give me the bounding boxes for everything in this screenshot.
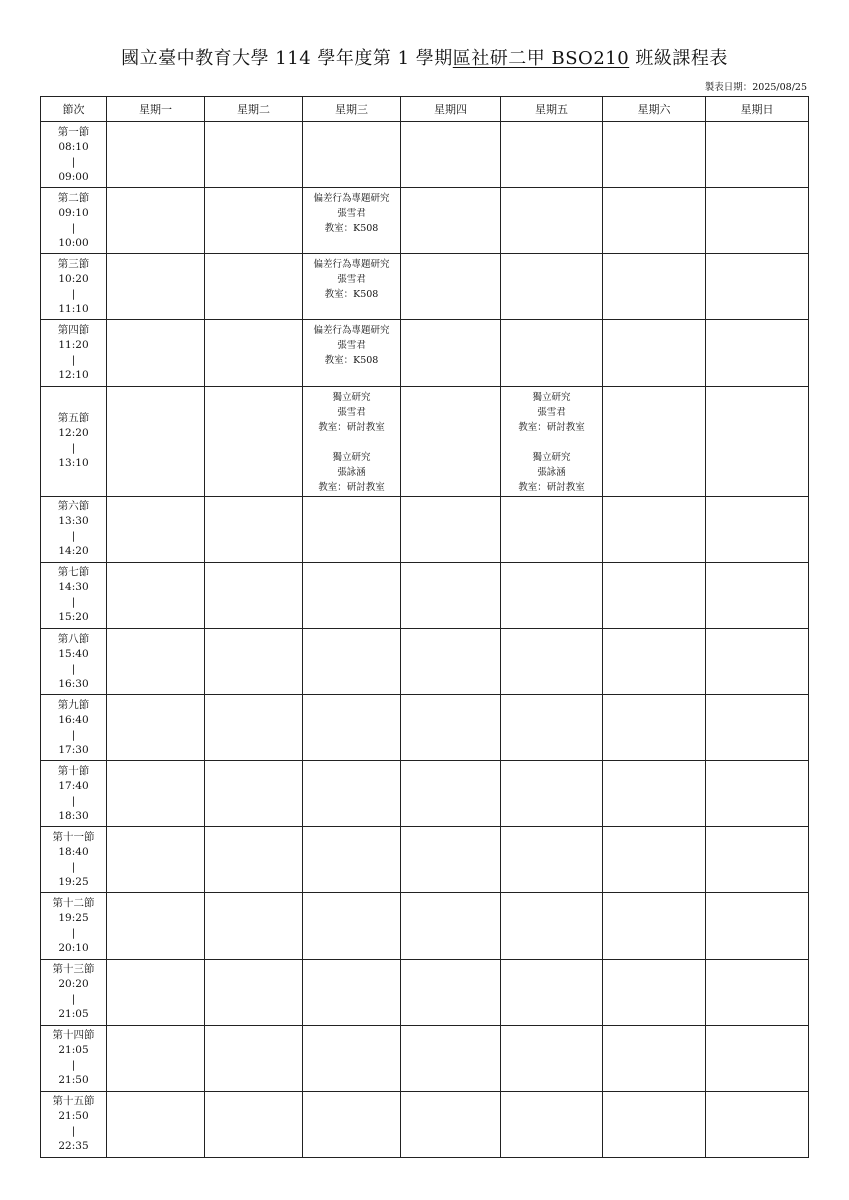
period-end: 20:10 xyxy=(58,942,89,955)
schedule-cell-tuesday xyxy=(205,761,303,827)
period-name: 第九節 xyxy=(57,698,90,711)
col-header-wednesday: 星期三 xyxy=(303,97,401,122)
schedule-cell-saturday xyxy=(603,893,706,959)
schedule-cell-monday xyxy=(107,122,205,188)
period-name: 第十節 xyxy=(57,764,90,777)
schedule-cell-saturday xyxy=(603,320,706,386)
schedule-cell-tuesday xyxy=(205,893,303,959)
schedule-cell-friday xyxy=(501,761,603,827)
period-name: 第八節 xyxy=(57,632,90,645)
period-cell xyxy=(41,1025,107,1091)
period-cell xyxy=(41,893,107,959)
schedule-cell-thursday xyxy=(401,761,501,827)
period-sep: | xyxy=(71,442,76,455)
schedule-cell-wednesday xyxy=(303,496,401,562)
schedule-cell-wednesday xyxy=(303,386,401,496)
schedule-cell-sunday xyxy=(706,1091,809,1157)
schedule-cell-friday xyxy=(501,827,603,893)
schedule-cell-wednesday xyxy=(303,1091,401,1157)
schedule-cell-wednesday xyxy=(303,320,401,386)
schedule-cell-wednesday xyxy=(303,628,401,694)
table-row xyxy=(41,761,809,827)
schedule-cell-thursday xyxy=(401,959,501,1025)
period-start: 14:30 xyxy=(58,581,89,594)
schedule-cell-saturday xyxy=(603,188,706,254)
period-sep: | xyxy=(71,530,76,543)
schedule-cell-tuesday xyxy=(205,695,303,761)
schedule-cell-tuesday xyxy=(205,496,303,562)
schedule-cell-sunday xyxy=(706,188,809,254)
period-end: 14:20 xyxy=(58,545,89,558)
schedule-cell-tuesday xyxy=(205,386,303,496)
schedule-cell-monday xyxy=(107,1025,205,1091)
schedule-cell-thursday xyxy=(401,320,501,386)
col-header-period: 節次 xyxy=(41,97,107,122)
schedule-cell-tuesday xyxy=(205,562,303,628)
period-start: 15:40 xyxy=(58,647,89,660)
period-start: 08:10 xyxy=(58,140,89,153)
period-cell xyxy=(41,959,107,1025)
course-entry[interactable] xyxy=(501,390,602,435)
schedule-cell-tuesday xyxy=(205,1091,303,1157)
schedule-cell-sunday xyxy=(706,562,809,628)
schedule-cell-wednesday xyxy=(303,695,401,761)
schedule-cell-monday xyxy=(107,827,205,893)
period-cell xyxy=(41,320,107,386)
schedule-cell-thursday xyxy=(401,188,501,254)
schedule-cell-monday xyxy=(107,496,205,562)
schedule-cell-thursday xyxy=(401,1025,501,1091)
period-cell xyxy=(41,122,107,188)
schedule-cell-thursday xyxy=(401,893,501,959)
period-start: 21:50 xyxy=(58,1110,89,1123)
course-room: 教室：K508 xyxy=(324,223,379,235)
table-row xyxy=(41,188,809,254)
timetable xyxy=(40,96,809,1158)
period-cell xyxy=(41,761,107,827)
period-cell xyxy=(41,562,107,628)
schedule-cell-saturday xyxy=(603,386,706,496)
course-teacher: 張詠涵 xyxy=(537,466,566,478)
schedule-cell-tuesday xyxy=(205,320,303,386)
period-end: 18:30 xyxy=(58,809,89,822)
schedule-cell-thursday xyxy=(401,496,501,562)
course-name: 偏差行為專題研究 xyxy=(313,259,390,271)
period-sep: | xyxy=(71,596,76,609)
schedule-cell-saturday xyxy=(603,695,706,761)
schedule-cell-tuesday xyxy=(205,254,303,320)
schedule-cell-monday xyxy=(107,695,205,761)
period-start: 10:20 xyxy=(58,272,89,285)
schedule-cell-saturday xyxy=(603,1091,706,1157)
period-name: 第十二節 xyxy=(52,897,95,910)
title-class-code: 區社研二甲 BSO210 xyxy=(452,48,630,69)
schedule-cell-wednesday xyxy=(303,188,401,254)
period-end: 10:00 xyxy=(58,236,89,249)
course-room: 教室：研討教室 xyxy=(518,481,585,493)
schedule-cell-monday xyxy=(107,254,205,320)
schedule-cell-sunday xyxy=(706,959,809,1025)
course-teacher: 張雪君 xyxy=(337,274,366,286)
course-entry[interactable] xyxy=(303,323,400,368)
table-row xyxy=(41,496,809,562)
period-start: 21:05 xyxy=(58,1044,89,1057)
period-sep: | xyxy=(71,794,76,807)
period-end: 21:50 xyxy=(58,1074,89,1087)
schedule-cell-friday xyxy=(501,1025,603,1091)
period-sep: | xyxy=(71,1125,76,1138)
course-name: 獨立研究 xyxy=(332,451,371,463)
schedule-cell-tuesday xyxy=(205,1025,303,1091)
schedule-cell-tuesday xyxy=(205,628,303,694)
schedule-cell-monday xyxy=(107,562,205,628)
schedule-cell-wednesday xyxy=(303,254,401,320)
table-row xyxy=(41,1091,809,1157)
period-sep: | xyxy=(71,1059,76,1072)
period-name: 第十三節 xyxy=(52,963,95,976)
table-row xyxy=(41,254,809,320)
period-end: 15:20 xyxy=(58,611,89,624)
col-header-thursday: 星期四 xyxy=(401,97,501,122)
col-header-tuesday: 星期二 xyxy=(205,97,303,122)
course-name: 獨立研究 xyxy=(532,451,571,463)
schedule-cell-saturday xyxy=(603,562,706,628)
schedule-cell-sunday xyxy=(706,386,809,496)
schedule-cell-tuesday xyxy=(205,827,303,893)
course-teacher: 張雪君 xyxy=(337,340,366,352)
course-entry[interactable] xyxy=(303,191,400,236)
period-name: 第四節 xyxy=(57,323,90,336)
schedule-cell-saturday xyxy=(603,496,706,562)
col-header-saturday: 星期六 xyxy=(603,97,706,122)
schedule-cell-monday xyxy=(107,628,205,694)
course-room: 教室：研討教室 xyxy=(318,481,385,493)
period-start: 16:40 xyxy=(58,713,89,726)
period-name: 第二節 xyxy=(57,191,90,204)
schedule-cell-friday xyxy=(501,959,603,1025)
schedule-cell-sunday xyxy=(706,628,809,694)
period-start: 12:20 xyxy=(58,427,89,440)
table-row xyxy=(41,320,809,386)
schedule-cell-wednesday xyxy=(303,959,401,1025)
schedule-cell-thursday xyxy=(401,1091,501,1157)
schedule-cell-thursday xyxy=(401,254,501,320)
course-name: 偏差行為專題研究 xyxy=(313,193,390,205)
table-row xyxy=(41,628,809,694)
course-entry[interactable] xyxy=(303,257,400,302)
period-sep: | xyxy=(71,221,76,234)
schedule-cell-friday xyxy=(501,254,603,320)
schedule-cell-friday xyxy=(501,122,603,188)
schedule-cell-saturday xyxy=(603,959,706,1025)
period-sep: | xyxy=(71,287,76,300)
period-cell xyxy=(41,254,107,320)
course-teacher: 張詠涵 xyxy=(337,466,366,478)
schedule-cell-sunday xyxy=(706,827,809,893)
schedule-cell-sunday xyxy=(706,320,809,386)
period-name: 第一節 xyxy=(57,125,90,138)
schedule-cell-tuesday xyxy=(205,188,303,254)
schedule-cell-wednesday xyxy=(303,122,401,188)
schedule-cell-monday xyxy=(107,188,205,254)
course-name: 偏差行為專題研究 xyxy=(313,325,390,337)
schedule-cell-thursday xyxy=(401,386,501,496)
schedule-cell-sunday xyxy=(706,254,809,320)
period-start: 13:30 xyxy=(58,515,89,528)
schedule-cell-saturday xyxy=(603,254,706,320)
schedule-cell-monday xyxy=(107,761,205,827)
col-header-monday: 星期一 xyxy=(107,97,205,122)
schedule-cell-wednesday xyxy=(303,1025,401,1091)
period-sep: | xyxy=(71,993,76,1006)
period-end: 09:00 xyxy=(58,170,89,183)
table-row xyxy=(41,959,809,1025)
schedule-cell-saturday xyxy=(603,761,706,827)
schedule-cell-saturday xyxy=(603,122,706,188)
print-date: 製表日期：2025/08/25 xyxy=(704,82,807,93)
schedule-cell-tuesday xyxy=(205,959,303,1025)
table-row xyxy=(41,122,809,188)
title-prefix: 國立臺中教育大學 114 學年度第 1 學期 xyxy=(121,48,453,69)
period-end: 11:10 xyxy=(58,302,89,315)
period-sep: | xyxy=(71,353,76,366)
period-start: 17:40 xyxy=(58,779,89,792)
period-name: 第十五節 xyxy=(52,1095,95,1108)
period-end: 12:10 xyxy=(58,368,89,381)
course-room: 教室：研討教室 xyxy=(318,421,385,433)
schedule-cell-sunday xyxy=(706,893,809,959)
period-start: 11:20 xyxy=(58,338,89,351)
course-name: 獨立研究 xyxy=(332,391,371,403)
period-name: 第五節 xyxy=(57,412,90,425)
table-row xyxy=(41,827,809,893)
schedule-cell-wednesday xyxy=(303,893,401,959)
period-end: 17:30 xyxy=(58,743,89,756)
schedule-cell-sunday xyxy=(706,122,809,188)
col-header-sunday: 星期日 xyxy=(706,97,809,122)
schedule-cell-monday xyxy=(107,893,205,959)
schedule-cell-saturday xyxy=(603,628,706,694)
period-cell xyxy=(41,188,107,254)
period-cell xyxy=(41,827,107,893)
course-room: 教室：K508 xyxy=(324,289,379,301)
period-end: 16:30 xyxy=(58,677,89,690)
period-sep: | xyxy=(71,860,76,873)
schedule-cell-thursday xyxy=(401,122,501,188)
table-row xyxy=(41,695,809,761)
schedule-cell-friday xyxy=(501,695,603,761)
period-end: 21:05 xyxy=(58,1008,89,1021)
schedule-cell-friday xyxy=(501,386,603,496)
period-end: 22:35 xyxy=(58,1140,89,1153)
schedule-cell-sunday xyxy=(706,1025,809,1091)
page-title xyxy=(0,44,849,70)
course-teacher: 張雪君 xyxy=(537,406,566,418)
schedule-cell-wednesday xyxy=(303,761,401,827)
schedule-cell-friday xyxy=(501,320,603,386)
schedule-cell-thursday xyxy=(401,827,501,893)
schedule-cell-monday xyxy=(107,320,205,386)
course-entry[interactable] xyxy=(303,450,400,495)
period-sep: | xyxy=(71,662,76,675)
schedule-cell-sunday xyxy=(706,496,809,562)
period-cell xyxy=(41,695,107,761)
course-room: 教室：K508 xyxy=(324,355,379,367)
period-start: 19:25 xyxy=(58,912,89,925)
period-cell xyxy=(41,386,107,496)
schedule-cell-thursday xyxy=(401,628,501,694)
period-sep: | xyxy=(71,728,76,741)
schedule-cell-friday xyxy=(501,188,603,254)
table-row xyxy=(41,1025,809,1091)
period-start: 09:10 xyxy=(58,206,89,219)
course-name: 獨立研究 xyxy=(532,391,571,403)
period-sep: | xyxy=(71,927,76,940)
course-entry[interactable] xyxy=(303,390,400,435)
schedule-cell-monday xyxy=(107,959,205,1025)
period-name: 第十一節 xyxy=(52,830,95,843)
period-name: 第六節 xyxy=(57,500,90,513)
schedule-cell-sunday xyxy=(706,761,809,827)
period-name: 第十四節 xyxy=(52,1029,95,1042)
course-entry[interactable] xyxy=(501,450,602,495)
header-row xyxy=(41,97,809,122)
schedule-cell-tuesday xyxy=(205,122,303,188)
period-sep: | xyxy=(71,155,76,168)
schedule-cell-thursday xyxy=(401,695,501,761)
period-cell xyxy=(41,628,107,694)
period-end: 19:25 xyxy=(58,875,89,888)
course-room: 教室：研討教室 xyxy=(518,421,585,433)
schedule-cell-monday xyxy=(107,386,205,496)
schedule-cell-wednesday xyxy=(303,827,401,893)
schedule-cell-friday xyxy=(501,1091,603,1157)
schedule-cell-sunday xyxy=(706,695,809,761)
period-cell xyxy=(41,1091,107,1157)
course-teacher: 張雪君 xyxy=(337,406,366,418)
period-start: 18:40 xyxy=(58,845,89,858)
table-row xyxy=(41,562,809,628)
period-start: 20:20 xyxy=(58,978,89,991)
period-end: 13:10 xyxy=(58,457,89,470)
schedule-cell-friday xyxy=(501,562,603,628)
period-name: 第七節 xyxy=(57,566,90,579)
schedule-cell-friday xyxy=(501,628,603,694)
course-teacher: 張雪君 xyxy=(337,208,366,220)
table-row xyxy=(41,893,809,959)
period-name: 第三節 xyxy=(57,257,90,270)
title-suffix: 班級課程表 xyxy=(629,48,728,69)
schedule-cell-friday xyxy=(501,496,603,562)
table-row xyxy=(41,386,809,496)
period-cell xyxy=(41,496,107,562)
schedule-cell-wednesday xyxy=(303,562,401,628)
schedule-cell-saturday xyxy=(603,827,706,893)
col-header-friday: 星期五 xyxy=(501,97,603,122)
schedule-cell-monday xyxy=(107,1091,205,1157)
schedule-cell-saturday xyxy=(603,1025,706,1091)
schedule-cell-friday xyxy=(501,893,603,959)
schedule-cell-thursday xyxy=(401,562,501,628)
